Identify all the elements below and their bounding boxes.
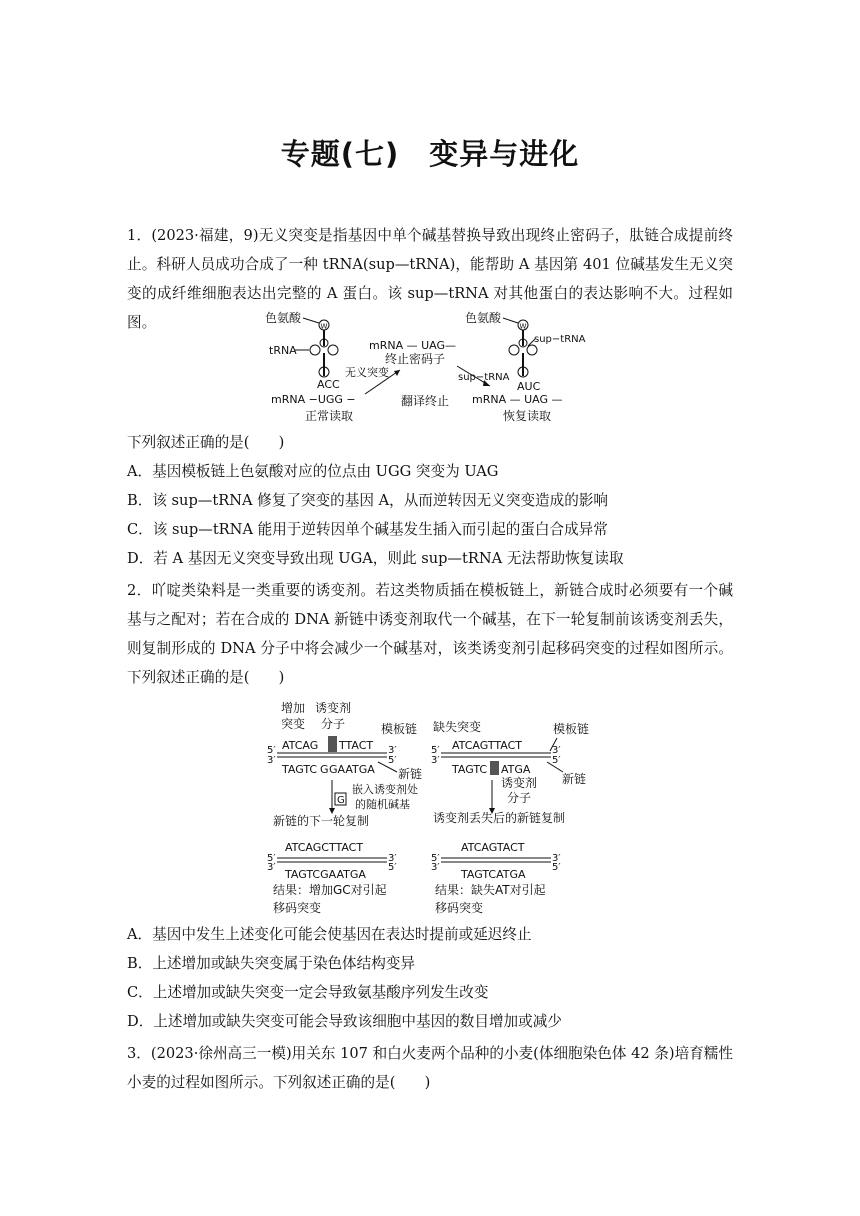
w-right: W <box>519 322 527 331</box>
svg-text:3′: 3′ <box>267 862 276 873</box>
result-right-top: ATCAGTACT <box>461 841 525 854</box>
q2-option-b[interactable]: B．上述增加或缺失突变属于染色体结构变异 <box>127 955 416 972</box>
left-top-seq-b: TTACT <box>339 739 374 752</box>
restored-read-label: 恢复读取 <box>503 409 552 423</box>
q1-option-a[interactable]: A．基因模板链上色氨酸对应的位点由 UGG 突变为 UAG <box>127 463 499 480</box>
page-title: 专题(七) 变异与进化 <box>280 137 580 171</box>
left-bottom-seq-a: TAGTC <box>282 763 318 776</box>
deletion-label: 缺失突变 <box>433 720 482 734</box>
anticodon-left: ACC <box>317 378 340 391</box>
right-mutagen-label-2: 分子 <box>507 791 532 805</box>
svg-text:5′: 5′ <box>388 862 397 873</box>
svg-text:5′: 5′ <box>267 853 276 864</box>
result-left-bottom: TAGTCGAATGA <box>285 868 366 881</box>
trp-left-label: 色氨酸 <box>265 311 302 325</box>
add-label-1: 增加 <box>281 701 306 715</box>
template-right-label: 模板链 <box>553 722 590 736</box>
q1-option-b[interactable]: B．该 sup—tRNA 修复了突变的基因 A，从而逆转因无义突变造成的影响 <box>127 492 609 509</box>
w-left: W <box>320 322 328 331</box>
svg-text:5′: 5′ <box>388 755 397 766</box>
result-left-top: ATCAGCTTACT <box>285 841 364 854</box>
result-right-line-1: 结果：缺失AT对引起 <box>435 883 546 897</box>
left-bottom-g: G <box>320 763 329 776</box>
right-bottom-seq-b: ATGA <box>501 763 531 776</box>
termination-label: 翻译终止 <box>401 394 450 408</box>
stop-codon-label: 终止密码子 <box>385 352 446 366</box>
nonsense-label: 无义突变 <box>345 366 389 379</box>
svg-text:3′: 3′ <box>552 853 561 864</box>
svg-text:3′: 3′ <box>388 853 397 864</box>
sup-trna-label: sup−tRNA <box>534 334 586 345</box>
add-label-2: 突变 <box>281 717 306 731</box>
q1-diagram <box>265 308 595 428</box>
svg-text:5′: 5′ <box>552 862 561 873</box>
anticodon-right: AUC <box>517 380 541 393</box>
result-left-line-2: 移码突变 <box>273 901 322 915</box>
result-right-line-2: 移码突变 <box>435 901 484 915</box>
right-mutagen-label-1: 诱变剂 <box>501 776 538 790</box>
mrna-normal: mRNA −UGG − <box>271 393 356 406</box>
result-left-line-1: 结果：增加GC对引起 <box>273 883 387 897</box>
svg-text:3′: 3′ <box>388 745 397 756</box>
trna-label: tRNA <box>269 344 297 357</box>
svg-text:3′: 3′ <box>552 745 561 756</box>
trp-right-label: 色氨酸 <box>465 311 502 325</box>
q1-question-prompt: 下列叙述正确的是( ) <box>127 434 285 451</box>
svg-text:3′: 3′ <box>267 755 276 766</box>
svg-text:3′: 3′ <box>431 755 440 766</box>
question-1-stem: 1．(2023·福建，9)无义突变是指基因中单个碱基替换导致出现终止密码子，肽链合成提前终止。科研人员成功合成了一种 tRNA(sup—tRNA)，能帮助 A 基因第 401 位碱基发生无义突变的成纤维细胞表达出完整的 A 蛋白。该 sup—tRNA 对其他蛋白的表达影响不大。过程如图。 <box>127 227 733 331</box>
arrow-sup-label: sup−tRNA <box>458 372 510 383</box>
trp-left-line <box>303 318 319 323</box>
svg-text:5′: 5′ <box>431 745 440 756</box>
left-top-seq-a: ATCAG <box>282 739 319 752</box>
mrna-mutant: mRNA — UAG— <box>369 339 457 352</box>
q2-option-a[interactable]: A．基因中发生上述变化可能会使基因在表达时提前或延迟终止 <box>127 926 532 943</box>
svg-text:5′: 5′ <box>552 755 561 766</box>
template-left-label: 模板链 <box>381 722 418 736</box>
next-round-left: 新链的下一轮复制 <box>273 814 370 828</box>
right-bottom-seq-a: TAGTC <box>452 763 488 776</box>
insert-label-1: 嵌入诱变剂处 <box>352 783 418 796</box>
g-box-label: G <box>337 795 345 806</box>
q1-option-c[interactable]: C．该 sup—tRNA 能用于逆转因单个碱基发生插入而引起的蛋白合成异常 <box>127 521 608 538</box>
new-strand-left: 新链 <box>398 767 423 781</box>
q2-diagram <box>265 698 605 920</box>
mrna-restored: mRNA — UAG — <box>472 393 563 406</box>
svg-text:5′: 5′ <box>431 853 440 864</box>
q2-option-d[interactable]: D．上述增加或缺失突变可能会导致该细胞中基因的数目增加或减少 <box>127 1013 562 1030</box>
right-top-seq: ATCAGTTACT <box>452 739 523 752</box>
mutagen-label-2: 分子 <box>321 717 346 731</box>
mutagen-block-left <box>328 736 337 752</box>
question-3-stem: 3．(2023·徐州高三一模)用关东 107 和白火麦两个品种的小麦(体细胞染色体 42 条)培育糯性小麦的过程如图所示。下列叙述正确的是( ) <box>127 1045 733 1091</box>
q2-option-c[interactable]: C．上述增加或缺失突变一定会导致氨基酸序列发生改变 <box>127 984 489 1001</box>
svg-text:3′: 3′ <box>431 862 440 873</box>
mutagen-label-1: 诱变剂 <box>315 701 352 715</box>
new-strand-right: 新链 <box>562 772 587 786</box>
left-bottom-seq-b: GAATGA <box>329 763 375 776</box>
insert-label-2: 的随机碱基 <box>355 798 410 811</box>
result-right-bottom: TAGTCATGA <box>461 868 526 881</box>
q1-option-d[interactable]: D．若 A 基因无义突变导致出现 UGA，则此 sup—tRNA 无法帮助恢复读取 <box>127 550 624 567</box>
mutagen-block-right <box>490 761 499 775</box>
svg-text:5′: 5′ <box>267 745 276 756</box>
normal-read-label: 正常读取 <box>305 409 354 423</box>
next-round-right: 诱变剂丢失后的新链复制 <box>433 811 566 825</box>
question-2-stem: 2．吖啶类染料是一类重要的诱变剂。若这类物质插在模板链上，新链合成时必须要有一个碱基与之配对；若在合成的 DNA 新链中诱变剂取代一个碱基，在下一轮复制前该诱变剂丢失，则复制形成的 DNA 分子中将会减少一个碱基对，该类诱变剂引起移码突变的过程如图所示。下列叙述正确的是( ) <box>127 582 733 686</box>
